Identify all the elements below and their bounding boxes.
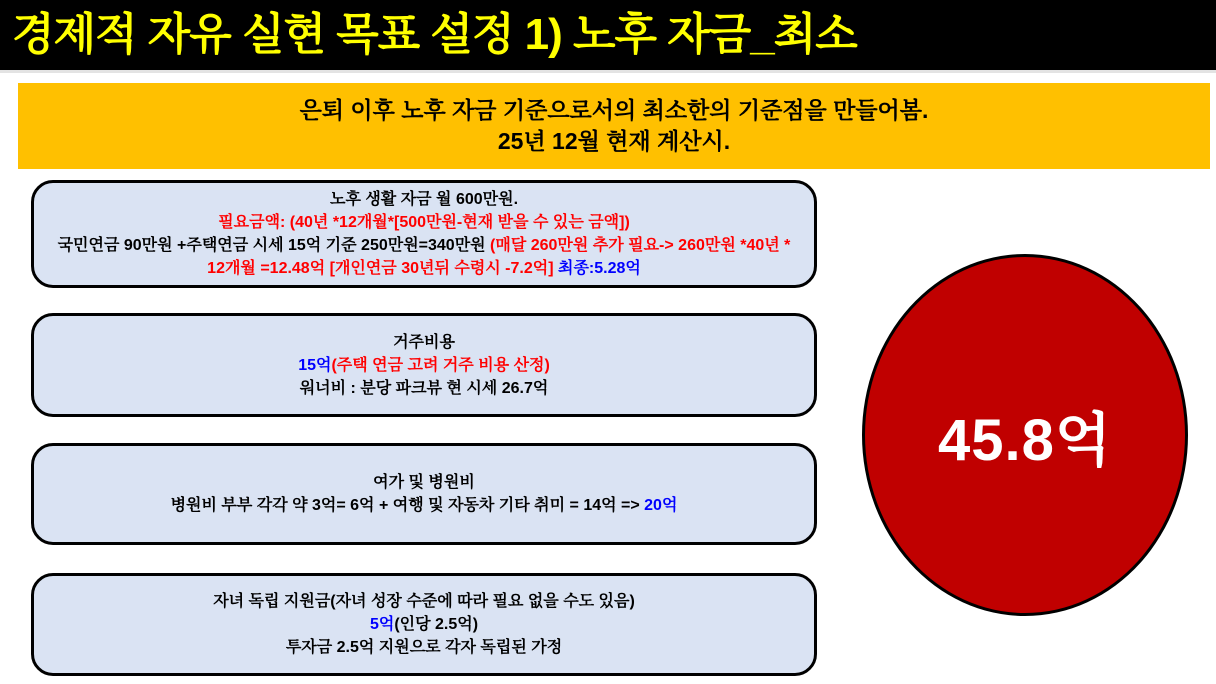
- title-bar: [0, 0, 1216, 73]
- box-line: [52, 377, 796, 400]
- text-segment: 340만원: [428, 237, 486, 254]
- text-segment: (매달 260만원 추가 필요-> 260만원 *40년 *: [485, 237, 791, 254]
- total-amount-circle: [862, 254, 1188, 616]
- banner-line-2: 25년 12월 현재 계산시.: [497, 128, 731, 154]
- box-line: [52, 494, 796, 517]
- text-segment: 워너비 : 분당 파크뷰 현 시세 26.7억: [299, 379, 549, 397]
- box-line: [52, 211, 796, 234]
- box-line: [52, 590, 796, 613]
- text-segment: 12개월 =12.48억 [개인연금 30년뒤 수령시 -7.2억]: [207, 260, 558, 277]
- text-segment: 필요금액: (40년 *12개월*[500만원-현재 받을 수 있는 금액]): [218, 214, 630, 231]
- box-line: [52, 613, 796, 636]
- text-segment: (인당 2.5억): [394, 616, 479, 633]
- text-segment: 투자금 2.5억 지원으로 각자 독립된 가정: [285, 639, 563, 656]
- text-segment: 5억: [369, 616, 395, 633]
- box-retirement-living-fund: [31, 180, 817, 288]
- box-line: [52, 257, 796, 280]
- text-segment: 20억: [644, 497, 678, 514]
- box-line: [52, 471, 796, 494]
- page-title: 경제적 자유 실현 목표 설정 1) 노후 자금_최소: [12, 10, 857, 59]
- box-line: [52, 331, 796, 354]
- text-segment: 여가 및 병원비: [373, 474, 475, 491]
- box-line: [52, 636, 796, 659]
- text-segment: 국민연금 90만원 +주택연금 시세 15억 기준 250만원=: [57, 237, 428, 254]
- text-segment: 거주비용: [393, 333, 455, 351]
- text-segment: 최종:5.28억: [557, 260, 641, 277]
- box-children-support: [31, 573, 817, 676]
- box-housing-cost: [31, 313, 817, 417]
- text-segment: 15억: [298, 356, 332, 374]
- text-segment: 병원비 부부 각각 약 3억= 6억 + 여행 및 자동차 기타 취미 = 14억 =>: [170, 497, 645, 514]
- box-line: [52, 354, 796, 377]
- box-line: [52, 234, 796, 257]
- box-line: [52, 188, 796, 211]
- banner-line-1: 은퇴 이후 노후 자금 기준으로서의 최소한의 기준점을 만들어봄.: [299, 97, 929, 123]
- text-segment: (주택 연금 고려 거주 비용 산정): [331, 356, 550, 374]
- box-leisure-medical: [31, 443, 817, 545]
- subtitle-banner: [18, 83, 1210, 169]
- text-segment: 자녀 독립 지원금(자녀 성장 수준에 따라 필요 없을 수도 있음): [213, 593, 635, 610]
- total-amount-value: 45.8억: [938, 408, 1112, 473]
- text-segment: 노후 생활 자금 월 600만원.: [329, 191, 519, 208]
